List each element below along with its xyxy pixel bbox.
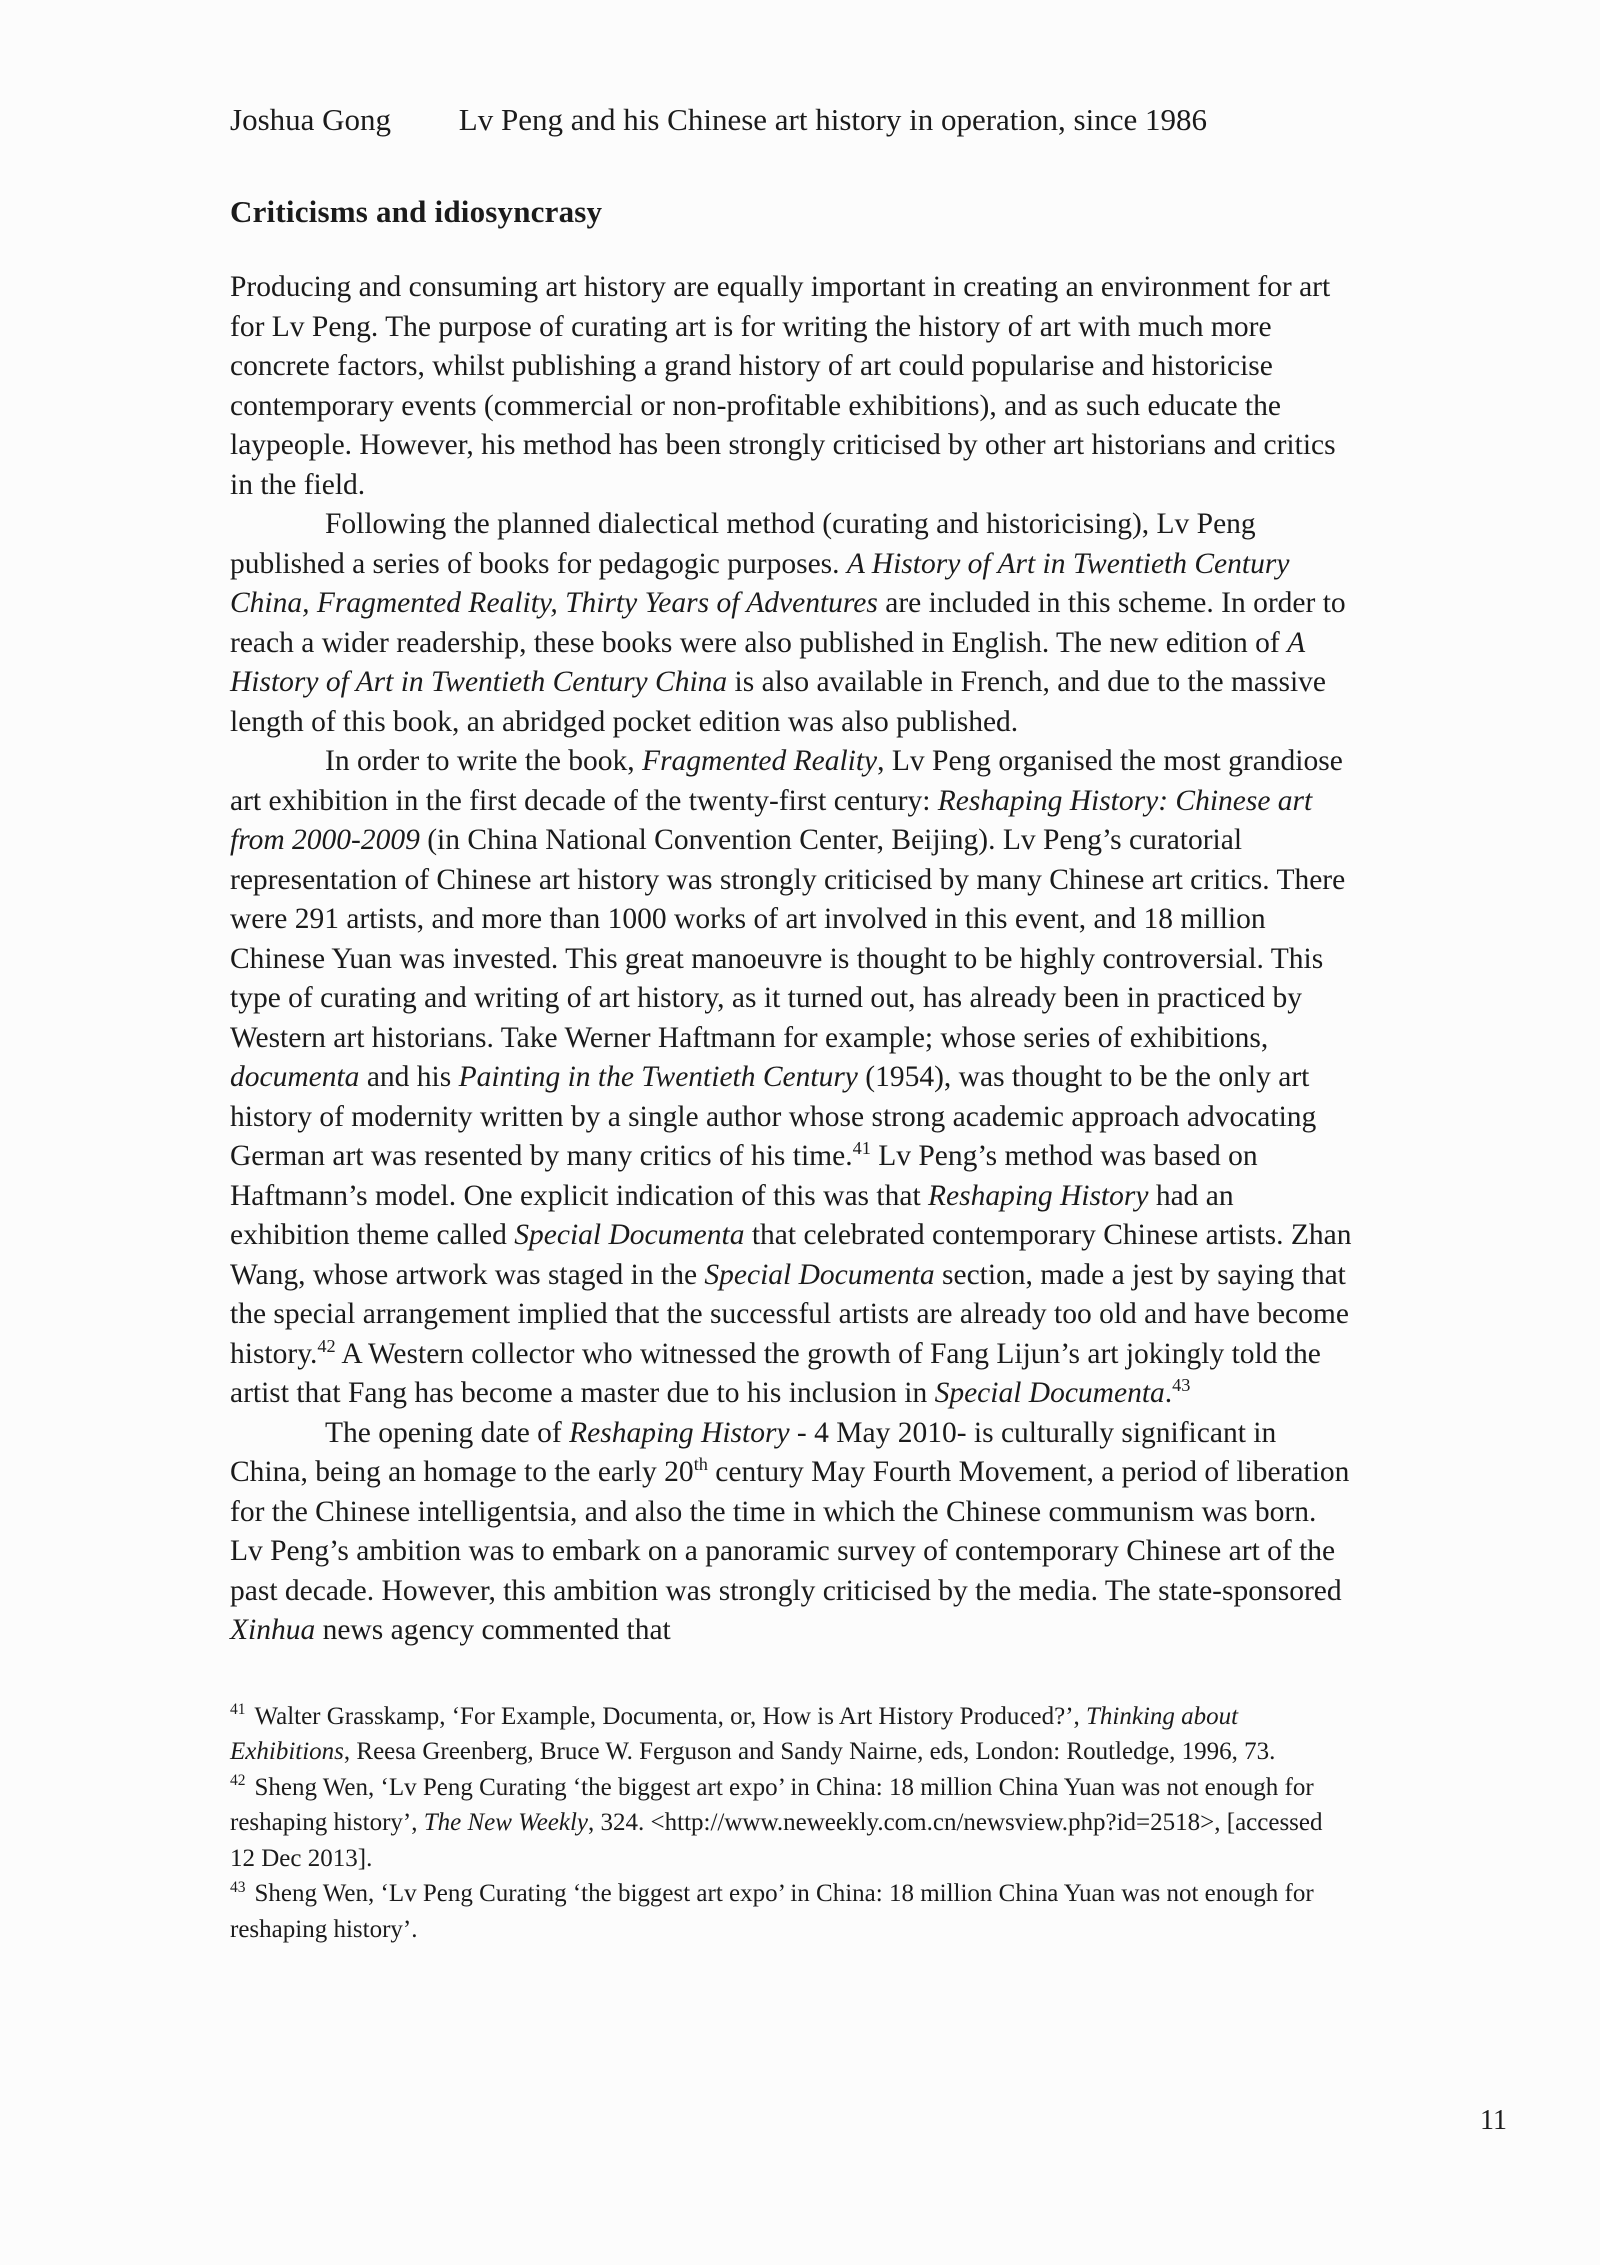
italic-run: Reshaping History [569, 1416, 790, 1449]
italic-run: Thinking about Exhibitions [230, 1702, 1239, 1765]
superscript-ref: 41 [852, 1138, 871, 1159]
running-header-author: Joshua Gong [230, 102, 392, 137]
text-run: (in China National Convention Center, Beijing). Lv Peng’s curatorial representation of Chinese art history was strongly criticised by many Chinese art critics. There were 291 artists, and more than 1000 works of art involved in this event, and 18 million Chinese Yuan was invested. This great manoeuvre is thought to be highly controversial. This type of curating and writing of art history, as it turned out, has already been in practiced by Western art historians. Take Werner Haftmann for example; whose series of exhibitions, [230, 824, 1346, 1054]
body-text [230, 268, 1352, 1651]
running-header-title: Lv Peng and his Chinese art history in operation, since 1986 [458, 102, 1207, 137]
text-run: (1954), was thought to be the only art history of modernity written by a single author whose strong academic approach advocating German art was resented by many critics of his time. [230, 1061, 1317, 1172]
paragraph [230, 742, 1352, 1414]
page-number: 11 [1480, 2105, 1507, 2136]
text-run: A Western collector who witnessed the growth of Fang Lijun’s art jokingly told the artist that Fang has become a master due to his inclusion in [230, 1337, 1321, 1409]
text-run: The opening date of [325, 1416, 570, 1449]
text-run: century May Fourth Movement, a period of liberation for the Chinese intelligentsia, and also the time in which the Chinese communism was born. Lv Peng’s ambition was to embark on a panoramic survey of contemporary Chinese art of the past decade. However, this ambition was strongly criticised by the media. The state-sponsored [230, 1456, 1350, 1607]
text-run: , Lv Peng organised the most grandiose art exhibition in the first decade of the twenty-first century: [230, 745, 1343, 817]
footnote-number: 43 [230, 1878, 246, 1896]
text-run: news agency commented that [315, 1614, 671, 1646]
footnotes-block [230, 1699, 1352, 1948]
text-run: is also available in French, and due to the massive length of this book, an abridged pocket edition was also published. [230, 666, 1326, 738]
text-run: section, made a jest by saying that the special arrangement implied that the successful artists are already too old and have become history. [230, 1258, 1349, 1370]
text-run: Sheng Wen, ‘Lv Peng Curating ‘the biggest art expo’ in China: 18 million China Yuan was not enough for reshaping history’, [230, 1773, 1314, 1836]
text-run: Following the planned dialectical method (curating and historicising), Lv Peng published a series of books for pedagogic purposes. [230, 508, 1256, 580]
section-heading: Criticisms and idiosyncrasy [230, 194, 603, 229]
text-run: - 4 May 2010- is culturally significant in China, being an homage to the early 20 [230, 1416, 1277, 1488]
text-run: Lv Peng’s method was based on Haftmann’s model. One explicit indication of this was that [230, 1140, 1258, 1212]
italic-run: A History of Art in Twentieth Century China, Fragmented Reality, Thirty Years of Adventures [230, 547, 1290, 619]
footnote-number: 42 [230, 1772, 246, 1790]
superscript-ref: th [693, 1454, 708, 1475]
italic-run: Painting in the Twentieth Century [458, 1061, 858, 1093]
text-run: Sheng Wen, ‘Lv Peng Curating ‘the biggest art expo’ in China: 18 million China Yuan was not enough for reshaping history’. [230, 1880, 1314, 1943]
text-run: are included in this scheme. In order to reach a wider readership, these books were also published in English. The new edition of [230, 587, 1346, 659]
text-run: Walter Grasskamp, ‘For Example, Documenta, or, How is Art History Produced?’, [254, 1702, 1087, 1730]
italic-run: Xinhua [230, 1614, 316, 1646]
text-run: , 324. <http://www.neweekly.com.cn/newsview.php?id=2518>, [accessed 12 Dec 2013]. [230, 1809, 1323, 1872]
italic-run: Fragmented Reality [642, 745, 878, 777]
text-run: had an exhibition theme called [230, 1179, 1234, 1251]
paragraph [230, 1414, 1352, 1651]
text-run: In order to write the book, [325, 745, 643, 777]
text-run: and his [359, 1061, 459, 1093]
text-run: , Reesa Greenberg, Bruce W. Ferguson and Sandy Nairne, eds, London: Routledge, 1996, 73. [343, 1738, 1276, 1765]
italic-run: The New Weekly [423, 1809, 589, 1836]
italic-run: Special Documenta [934, 1377, 1165, 1409]
text-run: that celebrated contemporary Chinese artists. Zhan Wang, whose artwork was staged in the [230, 1219, 1352, 1291]
italic-run: Special Documenta [704, 1258, 935, 1291]
running-header [230, 100, 1352, 140]
footnote [230, 1876, 1352, 1947]
footnote [230, 1770, 1352, 1877]
italic-run: documenta [230, 1061, 360, 1093]
italic-run: Reshaping History [928, 1179, 1149, 1212]
text-block [230, 0, 1352, 1947]
text-run: Producing and consuming art history are equally important in creating an environment for art for Lv Peng. The purpose of curating art is for writing the history of art with much more concrete factors, whilst publishing a grand history of art could popularise and historicise contemporary events (commercial or non-profitable exhibitions), and as such educate the laypeople. However, his method has been strongly criticised by other art historians and critics in the field. [230, 271, 1336, 501]
superscript-ref: 43 [1172, 1375, 1191, 1396]
text-run: . [1164, 1377, 1173, 1409]
italic-run: A History of Art in Twentieth Century China [230, 626, 1305, 698]
italic-run: Reshaping History: Chinese art from 2000-2009 [230, 784, 1313, 856]
footnote [230, 1699, 1352, 1770]
paragraph [230, 505, 1352, 742]
footnote-number: 41 [230, 1701, 246, 1719]
paragraph [230, 268, 1352, 505]
superscript-ref: 42 [317, 1335, 336, 1356]
italic-run: Special Documenta [514, 1219, 745, 1251]
